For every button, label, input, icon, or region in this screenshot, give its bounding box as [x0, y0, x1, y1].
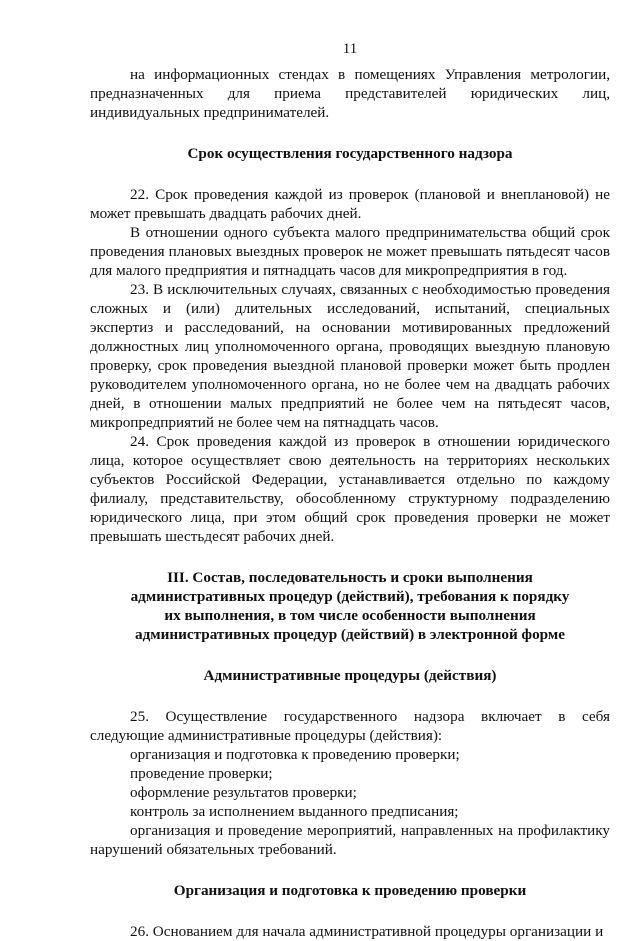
paragraph-25: 25. Осуществление государственного надзора включает в себя следующие административные процедуры (действия): — [90, 708, 610, 744]
heading-section-3-line-3: их выполнения, в том числе особенности выполнения — [164, 607, 536, 624]
spacer — [90, 644, 610, 666]
list-item: оформление результатов проверки; — [130, 784, 357, 801]
paragraph-25-last: организация и проведение мероприятий, направленных на профилактику нарушений обязательных требований. — [90, 822, 610, 858]
document-page — [90, 40, 610, 941]
spacer — [90, 163, 610, 185]
heading-section-3-line-4: административных процедур (действий) в электронной форме — [135, 626, 565, 643]
list-item: организация и подготовка к проведению проверки; — [130, 746, 460, 763]
paragraph-24: 24. Срок проведения каждой из проверок в отношении юридического лица, которое осуществляет свою деятельность на территориях нескольких субъектов Российской Федерации, устанавливается отдельно по каждому филиалу, представительству, обособленному структурному подразделению юридического лица, при этом общий срок проведения проверки не может превышать шестьдесят рабочих дней. — [90, 433, 610, 545]
list-item: контроль за исполнением выданного предписания; — [130, 803, 459, 820]
heading-section-3-line-2: административных процедур (действий), требования к порядку — [130, 588, 570, 605]
paragraph-22: 22. Срок проведения каждой из проверок (плановой и внеплановой) не может превышать двадцать рабочих дней. — [90, 186, 610, 222]
page-number: 11 — [342, 41, 358, 57]
paragraph-intro: на информационных стендах в помещениях Управления метрологии, предназначенных для приема представителей юридических лиц, индивидуальных предпринимателей. — [90, 66, 610, 121]
spacer — [90, 546, 610, 568]
spacer — [90, 685, 610, 707]
spacer — [90, 859, 610, 881]
heading-organization: Организация и подготовка к проведению проверки — [173, 882, 527, 899]
paragraph-23: 23. В исключительных случаях, связанных с необходимостью проведения сложных и (или) длительных исследований, испытаний, специальных экспертиз и расследований, на основании мотивированных предложений должностных лиц уполномоченного органа, проводящих выездную плановую проверку, срок проведения выездной плановой проверки может быть продлен руководителем уполномоченного органа, но не более чем на двадцать рабочих дней, в отношении малых предприятий не более чем на пятьдесят часов, микропредприятий не более чем на пятнадцать часов. — [90, 281, 610, 431]
spacer — [90, 900, 610, 922]
paragraph-22b: В отношении одного субъекта малого предпринимательства общий срок проведения плановых выездных проверок не может превышать пятьдесят часов для малого предприятия и пятнадцать часов для микропредприятия в год. — [90, 224, 610, 279]
heading-term: Срок осуществления государственного надзора — [187, 145, 513, 162]
list-item: проведение проверки; — [130, 765, 273, 782]
heading-procedures: Административные процедуры (действия) — [203, 667, 497, 684]
spacer — [90, 122, 610, 144]
heading-section-3-line-1: III. Состав, последовательность и сроки выполнения — [167, 569, 533, 586]
paragraph-26: 26. Основанием для начала административной процедуры организации и — [130, 923, 604, 940]
